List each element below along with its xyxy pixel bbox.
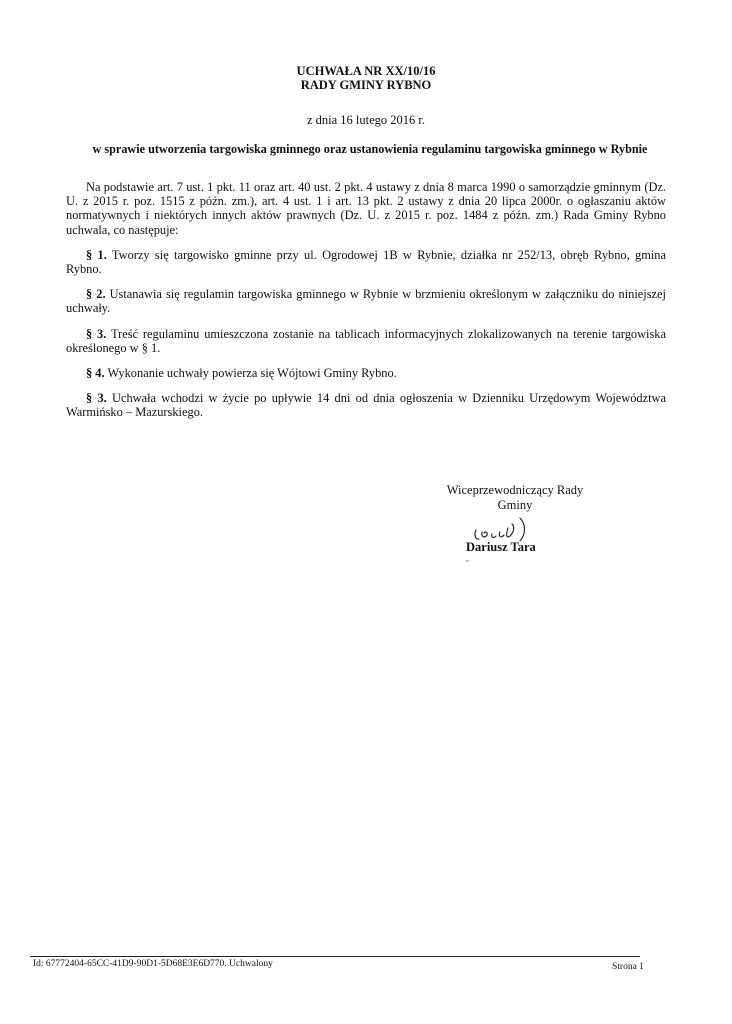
paragraph-5 (66, 391, 666, 419)
paragraph-2 (66, 287, 666, 315)
signatory-name: Dariusz Tara (466, 540, 536, 554)
resolution-header (0, 64, 732, 92)
paragraph-text: Wykonanie uchwały powierza się Wójtowi Gminy Rybno. (104, 366, 397, 381)
paragraph-4 (66, 366, 666, 380)
signature-title (430, 483, 600, 513)
document-id: Id: 67772404-65CC-41D9-90D1-5D68E3E6D770. Uchwalony (33, 959, 273, 969)
council-name: RADY GMINY RYBNO (300, 78, 432, 92)
paragraph-label: § 4. (86, 366, 105, 381)
resolution-number: UCHWAŁA NR XX/10/16 (296, 64, 436, 78)
paragraph-label: § 2. (86, 287, 106, 302)
resolution-date: z dnia 16 lutego 2016 r. (306, 113, 426, 127)
footer-divider (30, 956, 640, 957)
paragraph-text: Treść regulaminu umieszczona zostanie na tablicach informacyjnych zlokalizowanych na terenie targowiska określonego w § 1. (66, 326, 666, 355)
page-number: Strona 1 (612, 962, 644, 972)
resolution-body (66, 180, 666, 431)
paragraph-label: § 1. (86, 247, 107, 262)
paragraph-3 (66, 327, 666, 355)
paragraph-label: § 3. (86, 326, 107, 341)
resolution-subject: w sprawie utworzenia targowiska gminnego oraz ustanowienia regulaminu targowiska gminnego w Rybnie (92, 142, 648, 156)
paragraph-text: Ustanawia się regulamin targowiska gminnego w Rybnie w brzmieniu określonym w załączniku do niniejszej uchwały. (66, 287, 666, 316)
paragraph-1 (66, 248, 666, 276)
signatory-body: Gminy (497, 498, 533, 512)
signatory-role: Wiceprzewodniczący Rady (446, 483, 584, 497)
paragraph-text: Tworzy się targowisko gminne przy ul. Ogrodowej 1B w Rybnie, działka nr 252/13, obręb Rybno, gmina Rybno. (66, 247, 667, 277)
preamble: Na podstawie art. 7 ust. 1 pkt. 11 oraz art. 40 ust. 2 pkt. 4 ustawy z dnia 8 marca 1990 o samorządzie gminnym (Dz. U. z 2015 r. poz. 1515 z późn. zm.), art. 4 ust. 1 i art. 13 pkt. 2 ustawy z dnia 20 lipca 2000r. o ogłaszaniu aktów normatywnych i niektórych innych aktów prawnych (Dz. U. z 2015 r. poz. 1484 z późn. zm.) Rada Gminy Rybno uchwala, co następuje: (66, 180, 666, 237)
ink-dot: ˇ (466, 559, 469, 568)
paragraph-text: Uchwała wchodzi w życie po upływie 14 dni od dnia ogłoszenia w Dzienniku Urzędowym Województwa Warmińsko – Mazurskiego. (66, 391, 667, 420)
paragraph-label: § 3. (86, 391, 107, 406)
